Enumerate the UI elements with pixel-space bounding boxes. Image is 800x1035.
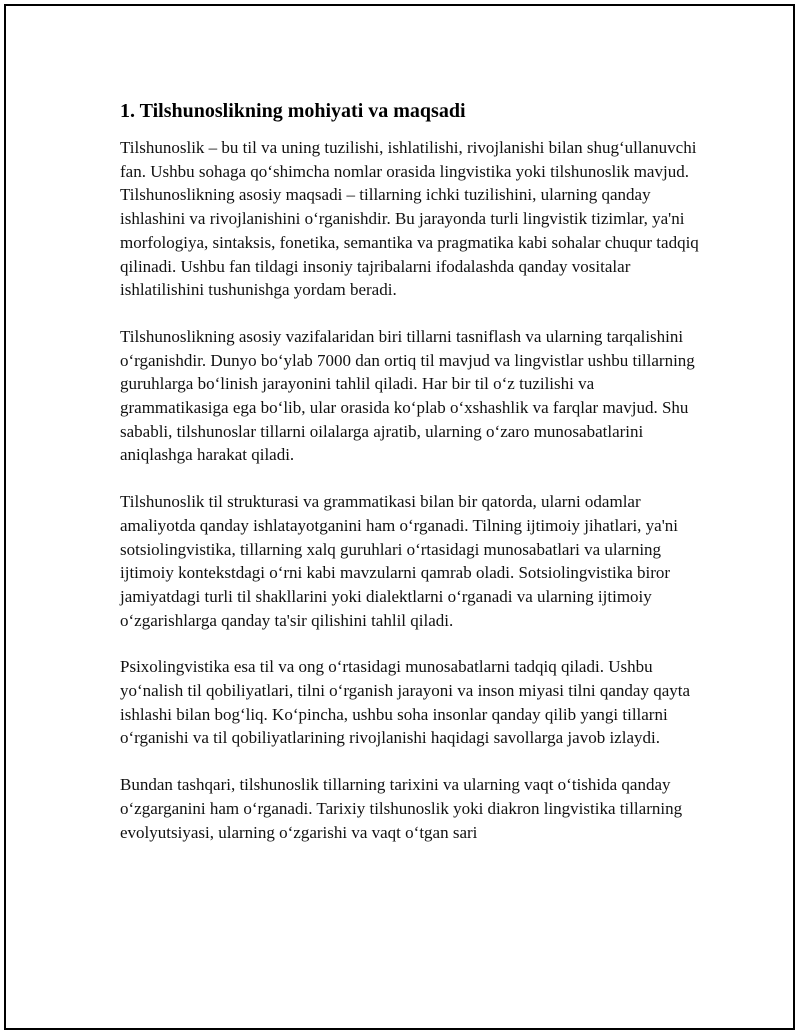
document-page (4, 4, 795, 1030)
paragraph: Tilshunoslikning asosiy vazifalaridan biri tillarni tasniflash va ularning tarqalishini o‘rganishdir. Dunyo bo‘ylab 7000 dan ortiq til mavjud va lingvistlar ushbu tillarning guruhlarga bo‘linish jarayonini tahlil qiladi. Har bir til o‘z tuzilishi va grammatikasiga ega bo‘lib, ular orasida ko‘plab o‘xshashlik va farqlar mavjud. Shu sababli, tilshunoslar tillarni oilalarga ajratib, ularning o‘zaro munosabatlarini aniqlashga harakat qiladi. (120, 326, 695, 465)
document-body (120, 98, 705, 867)
paragraph: Bundan tashqari, tilshunoslik tillarning tarixini va ularning vaqt o‘tishida qanday o‘zgarganini ham o‘rganadi. Tarixiy tilshunoslik yoki diakron lingvistika tillarning evolyutsiyasi, ularning o‘zgarishi va vaqt o‘tgan sari (120, 775, 683, 842)
paragraph: Psixolingvistika esa til va ong o‘rtasidagi munosabatlarni tadqiq qiladi. Ushbu yo‘nalish til qobiliyatlari, tilni o‘rganish jarayoni va inson miyasi tilni qanday qayta ishlashi bilan bog‘liq. Ko‘pincha, ushbu soha insonlar qanday qilib yangi tillarni o‘rganishi va til qobiliyatlarining rivojlanishi haqidagi savollarga javob izlaydi. (120, 657, 691, 748)
paragraph: Tilshunoslik til strukturasi va grammatikasi bilan bir qatorda, ularni odamlar amaliyotda qanday ishlatayotganini ham o‘rganadi. Tilning ijtimoiy jihatlari, ya'ni sotsiolingvistika, tillarning xalq guruhlari o‘rtasidagi munosabatlari va ularning ijtimoiy kontekstdagi o‘rni kabi mavzularni qamrab oladi. Sotsiolingvistika biror jamiyatdagi turli til shakllarini yoki dialektlarni o‘rganadi va ularning ijtimoiy o‘zgarishlarga qanday ta'sir qilishini tahlil qiladi. (120, 492, 678, 630)
section-heading: 1. Tilshunoslikning mohiyati va maqsadi (120, 100, 466, 122)
paragraph: Tilshunoslik – bu til va uning tuzilishi, ishlatilishi, rivojlanishi bilan shug‘ullanuvchi fan. Ushbu sohaga qo‘shimcha nomlar orasida lingvistika yoki tilshunoslik mavjud. Tilshunoslikning asosiy maqsadi – tillarning ichki tuzilishini, ularning qanday ishlashini va rivojlanishini o‘rganishdir. Bu jarayonda turli lingvistik tizimlar, ya'ni morfologiya, sintaksis, fonetika, semantika va pragmatika kabi sohalar chuqur tadqiq qilinadi. Ushbu fan tildagi insoniy tajribalarni ifodalashda qanday vositalar ishlatilishini tushunishga yordam beradi. (120, 138, 699, 300)
